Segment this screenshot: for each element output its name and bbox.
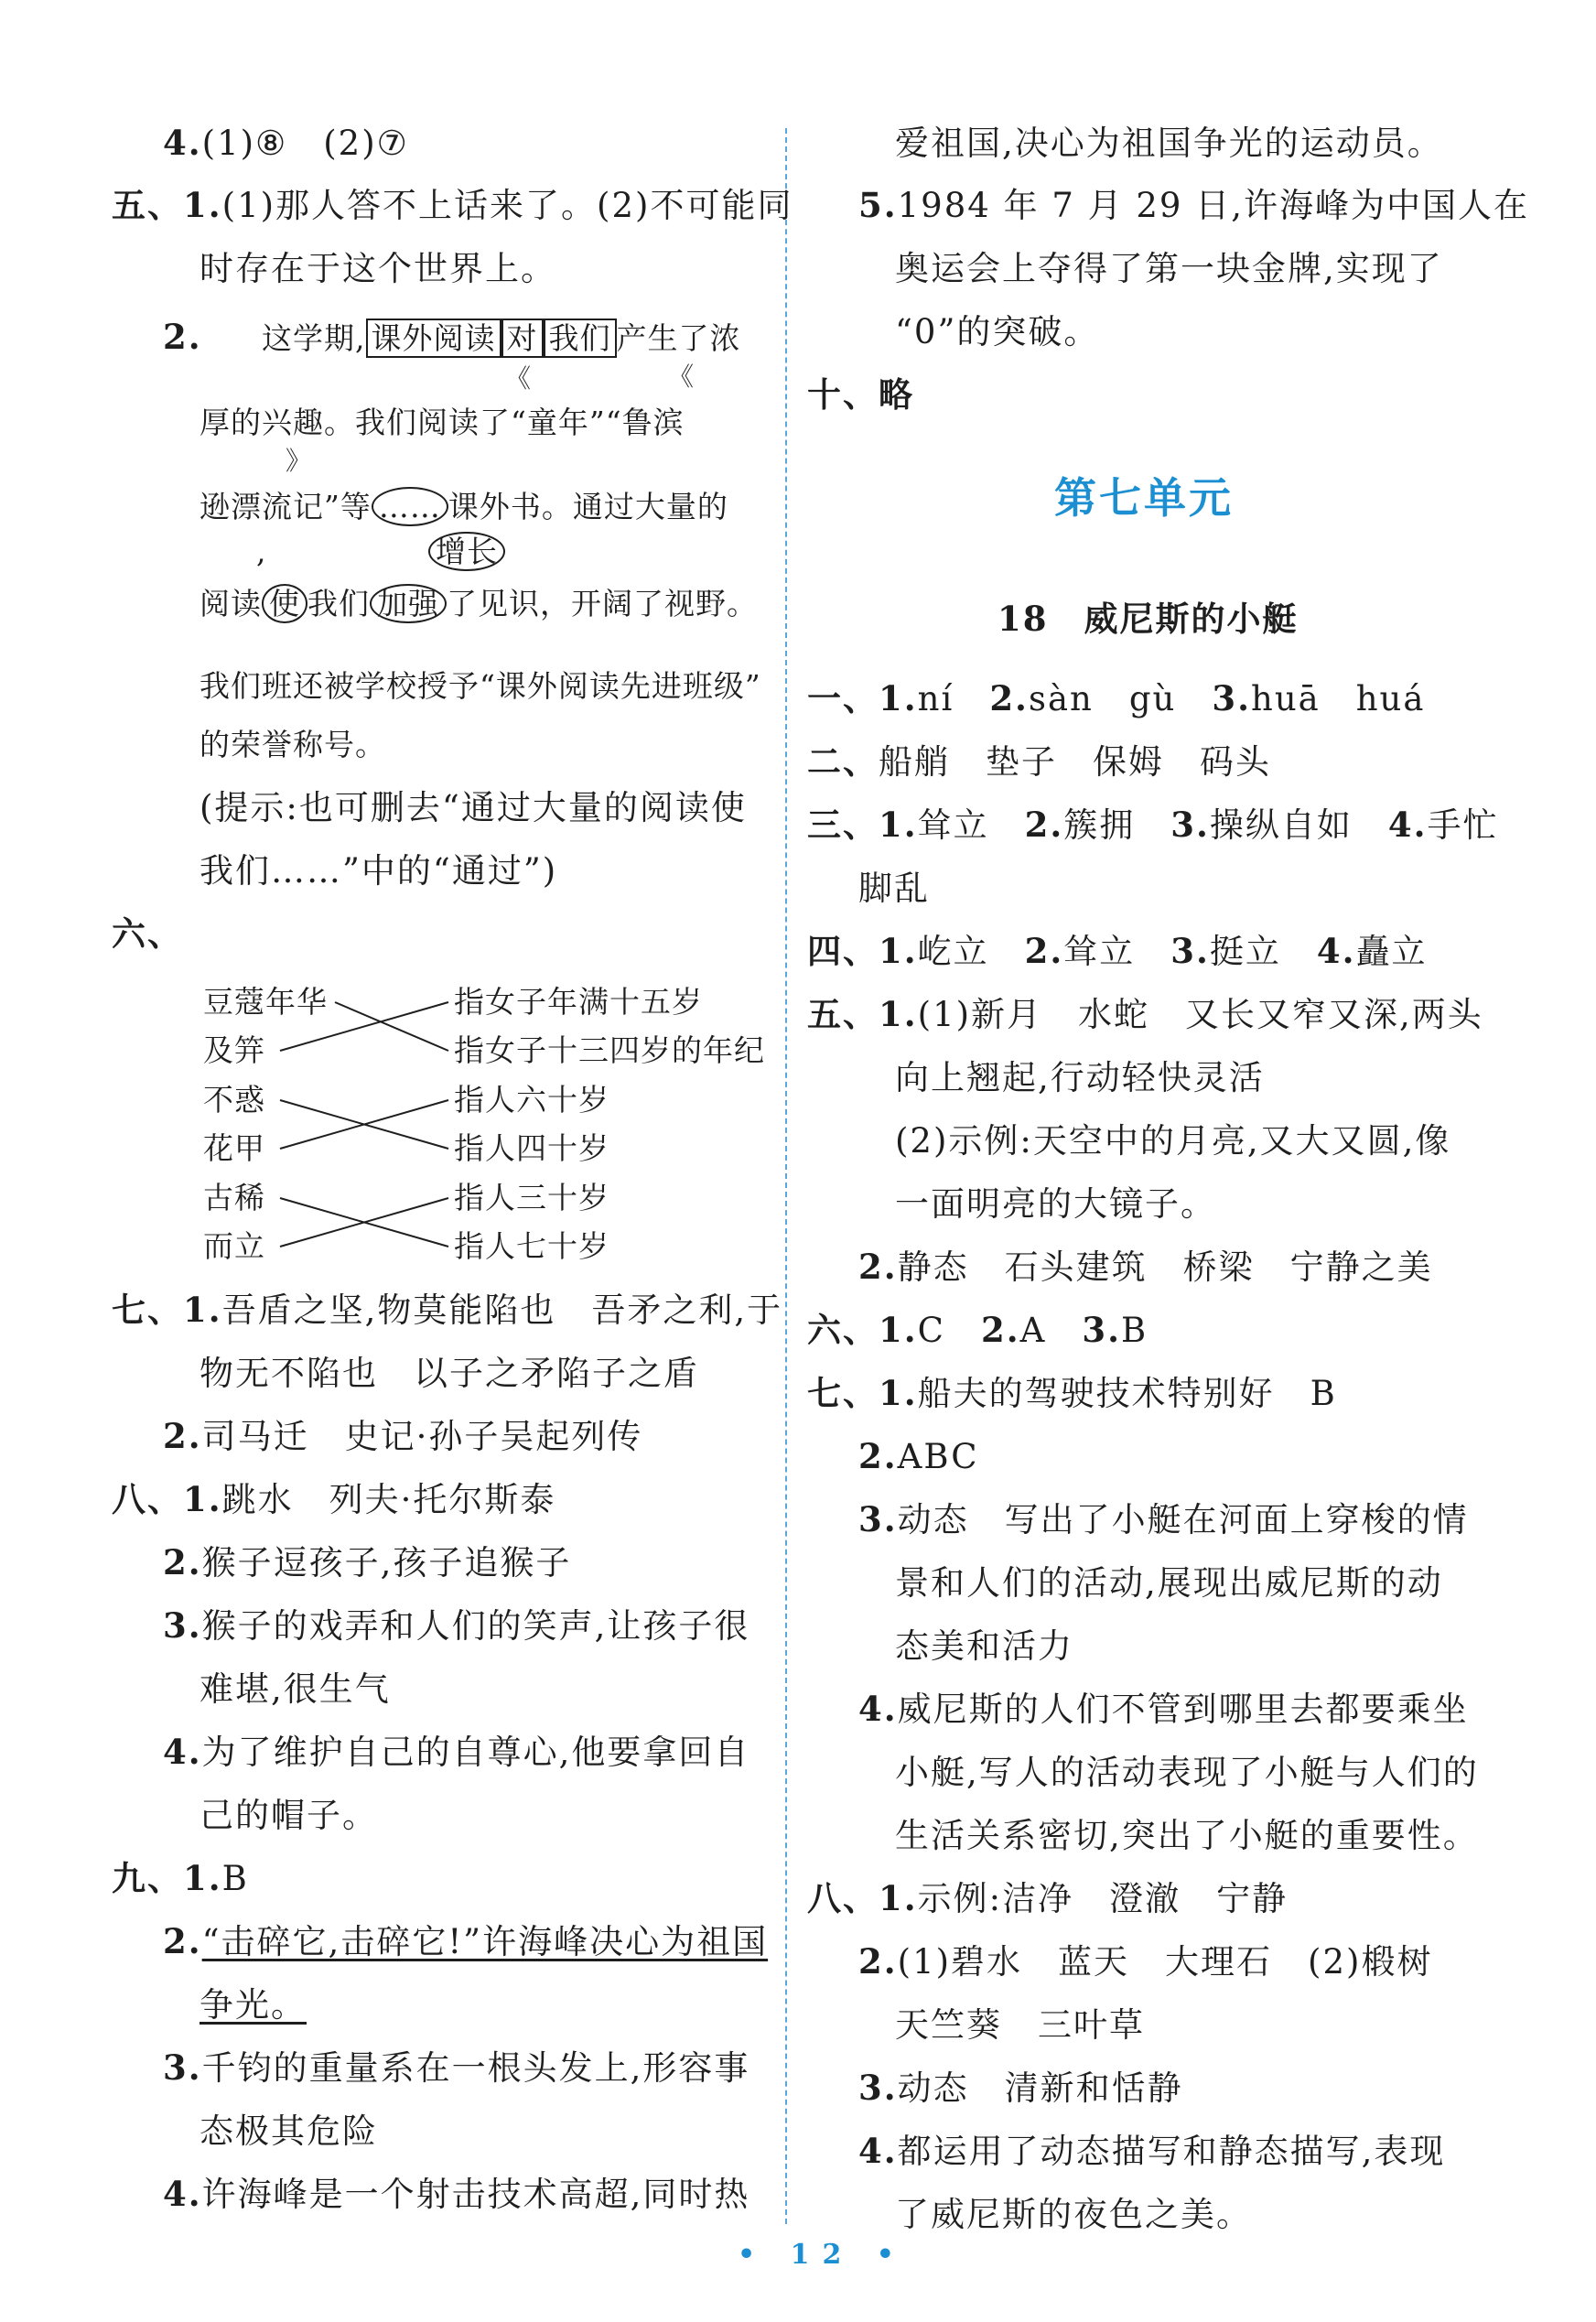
answer-line xyxy=(858,1499,1469,1539)
unit-title: 第七单元 xyxy=(1054,473,1234,523)
item-number: 4. xyxy=(163,123,202,163)
answer-line xyxy=(112,1479,556,1519)
match-definition: 指人六十岁 xyxy=(454,1082,609,1118)
match-term: 花甲 xyxy=(203,1130,265,1166)
item-number: 2. xyxy=(858,1941,898,1982)
match-definition: 指女子年满十五岁 xyxy=(454,984,703,1020)
answer-line: 三、1.耸立 2.簇拥 3.操纵自如 4.手忙 xyxy=(807,805,1499,845)
answer-line xyxy=(807,741,1271,782)
section-number: 六、 xyxy=(112,913,183,954)
section-number: 六、1. xyxy=(807,1310,918,1350)
item-number: 3. xyxy=(163,2047,202,2088)
match-line xyxy=(280,1002,448,1051)
answer-text: (2)示例:天空中的月亮,又大又圆,像 xyxy=(895,1121,1451,1161)
answer-line xyxy=(858,1436,979,1476)
item-number: 4. xyxy=(163,2174,202,2214)
answer-line xyxy=(200,1985,307,2025)
answer-text: 1984 年 7 月 29 日,许海峰为中国人在 xyxy=(897,186,1529,225)
boxed-word: 对 xyxy=(501,319,544,358)
answer-text: 物无不陷也 以子之矛陷子之盾 xyxy=(200,1354,699,1393)
answer-line xyxy=(163,1416,643,1456)
book-title-mark-icon: 《 xyxy=(668,362,695,392)
item-number: 2. xyxy=(858,1436,898,1476)
answer-text: 难堪,很生气 xyxy=(200,1669,391,1709)
edited-sentence-line: 逊漂流记”等 …… 课外书。通过大量的 xyxy=(200,489,728,524)
answer-text: 了威尼斯的夜色之美。 xyxy=(895,2195,1252,2234)
item-number: 3. xyxy=(858,1499,898,1539)
insertion-oval: 增长 xyxy=(428,536,505,567)
underlined-answer: “击碎它,击碎它!”许海峰决心为祖国 xyxy=(201,1922,769,1961)
answer-text: 为了维护自己的自尊心,他要拿回自 xyxy=(201,1733,750,1772)
underlined-answer: 争光。 xyxy=(200,1985,307,2025)
answer-text: 向上翘起,行动轻快灵活 xyxy=(895,1058,1265,1097)
answer-text: 动态 清新和恬静 xyxy=(897,2068,1183,2108)
item-number: 2. xyxy=(858,1247,898,1287)
match-line xyxy=(335,1002,448,1051)
section-number: 十、略 xyxy=(807,374,914,415)
answer-text: 脚乱 xyxy=(858,869,930,908)
match-definition: 指人四十岁 xyxy=(454,1130,609,1166)
item-number: 4. xyxy=(858,2131,898,2171)
answer-text: 景和人们的活动,展现出威尼斯的动 xyxy=(895,1563,1443,1603)
answer-line xyxy=(858,1941,1433,1982)
deletion-oval: …… xyxy=(372,487,448,526)
answer-line xyxy=(807,1878,1289,1918)
boxed-word: 课外阅读 xyxy=(366,319,501,358)
comma-insert-mark: , xyxy=(256,534,267,569)
lesson-title: 18 威尼斯的小艇 xyxy=(998,599,1299,639)
answer-text: 爱祖国,决心为祖国争光的运动员。 xyxy=(895,124,1443,163)
answer-text: 吾盾之坚,物莫能陷也 吾矛之利,于 xyxy=(221,1291,783,1330)
answer-text: (1)⑧ (2)⑦ xyxy=(201,124,409,163)
answer-text: 都运用了动态描写和静态描写,表现 xyxy=(897,2132,1446,2171)
answer-line: 六、1.C 2.A 3.B xyxy=(807,1310,1148,1350)
match-term: 不惑 xyxy=(203,1082,265,1118)
answer-line xyxy=(858,1247,1433,1287)
edited-sentence-line: 阅读 使 我们 加强 了见识，开阔了视野。 xyxy=(200,586,758,621)
section-number: 七、1. xyxy=(112,1290,222,1330)
match-term: 豆蔻年华 xyxy=(203,984,328,1020)
circled-word: 使 xyxy=(262,584,307,623)
answer-text: 奥运会上夺得了第一块金牌,实现了 xyxy=(895,249,1443,288)
item-number: 2. xyxy=(163,1416,202,1456)
book-title-mark-icon: 》 xyxy=(286,446,312,476)
answer-line xyxy=(112,1290,783,1330)
item-number: 2. xyxy=(163,317,202,357)
circled-word: 加强 xyxy=(370,584,447,623)
answer-text: 猴子逗孩子,孩子追猴子 xyxy=(201,1543,572,1582)
answer-line xyxy=(858,1689,1469,1729)
answer-line xyxy=(163,1921,769,1961)
answer-text: B xyxy=(221,1859,249,1898)
answer-text: 动态 写出了小艇在河面上穿梭的情 xyxy=(897,1500,1469,1539)
section-number: 五、1. xyxy=(807,994,918,1034)
answer-text: (1)碧水 蓝天 大理石 (2)椴树 xyxy=(897,1942,1433,1982)
answer-text: 静态 石头建筑 桥梁 宁静之美 xyxy=(897,1247,1433,1287)
item-number: 5. xyxy=(858,185,898,225)
item-number: 2. xyxy=(163,1542,202,1582)
answer-text: 船夫的驾驶技术特别好 B xyxy=(917,1374,1337,1413)
answer-text: 千钧的重量系在一根头发上,形容事 xyxy=(201,2048,750,2088)
section-number: 一、1. xyxy=(807,678,918,718)
match-definition: 指人七十岁 xyxy=(454,1228,609,1264)
section-number: 七、1. xyxy=(807,1373,918,1413)
answer-text: 跳水 列夫·托尔斯泰 xyxy=(221,1480,556,1519)
section-number: 九、1. xyxy=(112,1858,222,1898)
match-definition: 指女子十三四岁的年纪 xyxy=(454,1032,765,1068)
answer-text: 天竺葵 三叶草 xyxy=(895,2005,1145,2045)
match-term: 而立 xyxy=(203,1228,265,1264)
answer-text: ABC xyxy=(897,1437,979,1476)
answer-text: 小艇,写人的活动表现了小艇与人们的 xyxy=(895,1753,1479,1792)
section-number: 二、 xyxy=(807,741,879,782)
boxed-word: 我们 xyxy=(544,319,617,358)
match-term: 及笄 xyxy=(203,1032,265,1068)
answer-text: 态美和活力 xyxy=(895,1626,1073,1666)
item-number: 3. xyxy=(163,1605,202,1646)
answer-text: 一面明亮的大镜子。 xyxy=(895,1184,1216,1224)
answer-line xyxy=(163,2174,750,2214)
answer-line: 一、1.ní 2.sàn gù 3.huā huá xyxy=(807,678,1426,718)
answer-line: 四、1.屹立 2.耸立 3.挺立 4.矗立 xyxy=(807,931,1428,971)
answer-text: 时存在于这个世界上。 xyxy=(200,249,556,288)
edited-sentence-line: 厚的兴趣。我们阅读了“童年”“鲁滨 xyxy=(200,405,685,440)
answer-text: 态极其危险 xyxy=(200,2111,378,2151)
answer-line xyxy=(112,1858,249,1898)
answer-text: 许海峰是一个射击技术高超,同时热 xyxy=(201,2175,750,2214)
answer-line xyxy=(858,2131,1446,2171)
item-number: 4. xyxy=(858,1689,898,1729)
page-number: • 12 • xyxy=(738,2239,907,2271)
answer-text: 猴子的戏弄和人们的笑声,让孩子很 xyxy=(201,1606,750,1646)
edited-sentence-line: 这学期, 课外阅读 对 我们 产生了浓 xyxy=(262,320,741,356)
section-number: 八、1. xyxy=(807,1878,918,1918)
match-definition: 指人三十岁 xyxy=(454,1180,609,1215)
answer-line xyxy=(163,1732,750,1772)
section-number: 四、1. xyxy=(807,931,918,971)
answer-text: 威尼斯的人们不管到哪里去都要乘坐 xyxy=(897,1690,1469,1729)
answer-text: 司马迁 史记·孙子吴起列传 xyxy=(201,1417,643,1456)
section-number: 三、1. xyxy=(807,805,918,845)
answer-text: (1)新月 水蛇 又长又窄又深,两头 xyxy=(917,995,1483,1034)
answer-text: 生活关系密切,突出了小艇的重要性。 xyxy=(895,1816,1479,1855)
edited-sentence-line: 我们班还被学校授予“课外阅读先进班级” xyxy=(200,668,761,704)
hint-text: 我们……”中的“通过”) xyxy=(200,851,558,891)
answer-text: 己的帽子。 xyxy=(200,1796,378,1835)
section-number: 八、1. xyxy=(112,1479,222,1519)
answer-line xyxy=(858,185,1529,225)
edited-sentence-line: 的荣誉称号。 xyxy=(200,727,386,762)
answer-line xyxy=(858,2068,1183,2108)
hint-text: (提示:也可删去“通过大量的阅读使 xyxy=(200,788,747,827)
book-title-mark-icon: 《 xyxy=(505,363,532,394)
item-number: 4. xyxy=(163,1732,202,1772)
item-number: 2. xyxy=(163,1921,202,1961)
answer-line xyxy=(163,1605,750,1646)
answer-text: 船艄 垫子 保姆 码头 xyxy=(879,742,1271,782)
answer-line xyxy=(807,1373,1337,1413)
section-number: 五、1. xyxy=(112,185,222,225)
match-term: 古稀 xyxy=(203,1180,265,1215)
answer-line xyxy=(163,2047,750,2088)
answer-line xyxy=(807,994,1483,1034)
answer-line xyxy=(163,1542,572,1582)
answer-text: 示例:洁净 澄澈 宁静 xyxy=(917,1879,1289,1918)
item-number: 3. xyxy=(858,2068,898,2108)
answer-text: (1)那人答不上话来了。(2)不可能同 xyxy=(221,186,793,225)
answer-text: “0”的突破。 xyxy=(895,312,1100,351)
